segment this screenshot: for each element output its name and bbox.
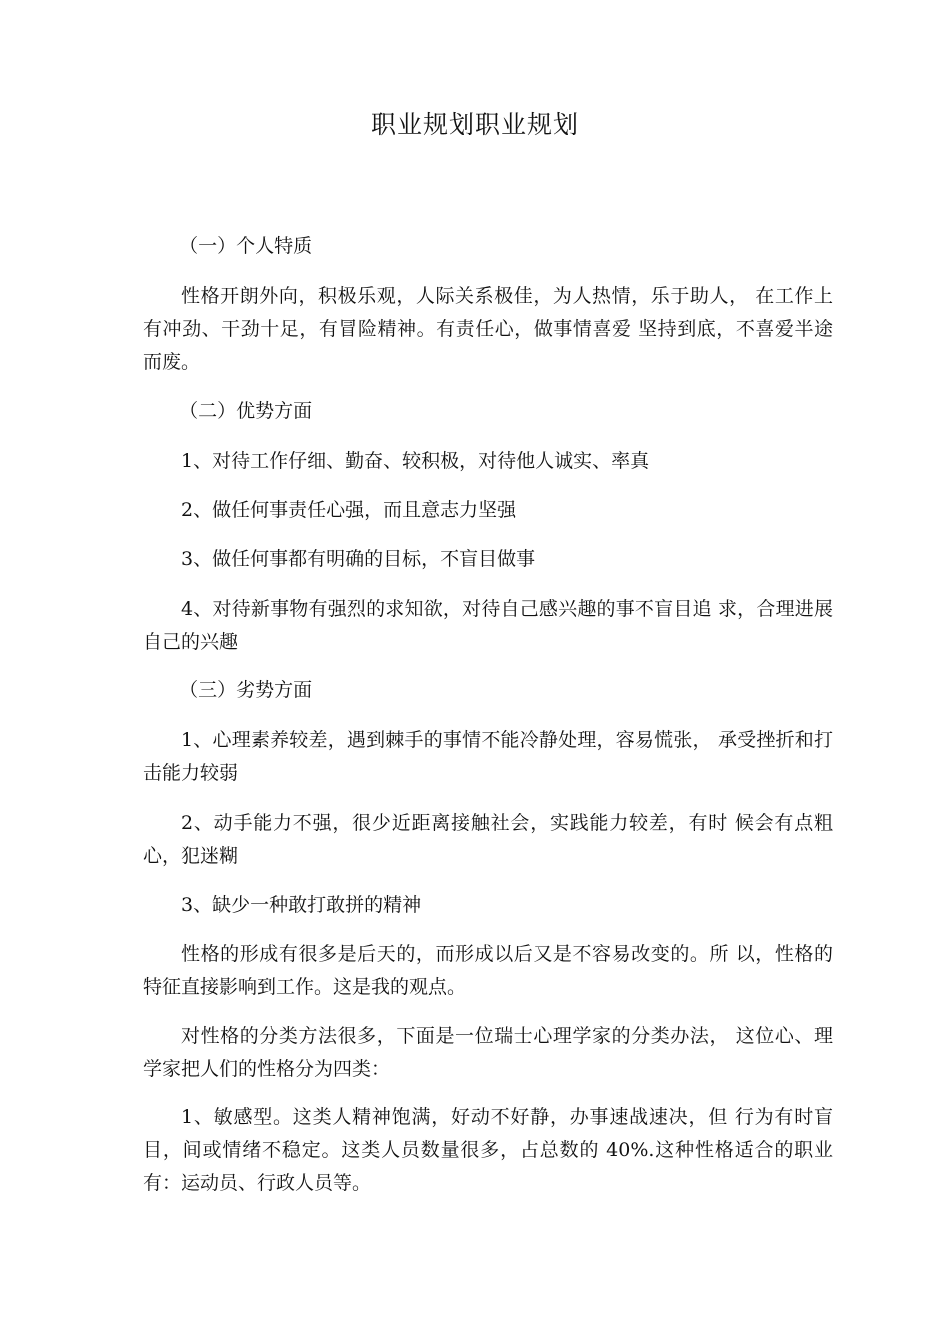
paragraph-sensitive-type: 1、敏感型。这类人精神饱满，好动不好静，办事速战速决，但 行为有时盲目，间或情绪不稳定。这类人员数量很多，占总数的 40%.这种性格适合的职业有：运动员、行政人员等。 <box>143 1106 833 1194</box>
list-item-weakness-2: 2、动手能力不强，很少近距离接触社会，实践能力较差，有时 候会有点粗心，犯迷糊 <box>143 812 833 867</box>
list-item-strength-1: 1、对待工作仔细、勤奋、较积极，对待他人诚实、率真 <box>181 450 650 472</box>
section-heading-strengths: （二）优势方面 <box>179 400 313 422</box>
paragraph-personality-formation: 性格的形成有很多是后天的，而形成以后又是不容易改变的。所 以，性格的特征直接影响到工作。这是我的观点。 <box>143 943 833 998</box>
list-item-strength-3: 3、做任何事都有明确的目标，不盲目做事 <box>181 548 536 570</box>
paragraph-personal-traits: 性格开朗外向，积极乐观，人际关系极佳，为人热情，乐于助人， 在工作上有冲劲、干劲十足，有冒险精神。有责任心，做事情喜爱 坚持到底，不喜爱半途而废。 <box>143 285 833 373</box>
list-item-weakness-1: 1、心理素养较差，遇到棘手的事情不能冷静处理，容易慌张， 承受挫折和打击能力较弱 <box>143 729 833 784</box>
list-item-strength-2: 2、做任何事责任心强，而且意志力坚强 <box>181 499 517 521</box>
paragraph-personality-classification: 对性格的分类方法很多，下面是一位瑞士心理学家的分类办法， 这位心、理学家把人们的性格分为四类： <box>143 1025 833 1080</box>
section-heading-personal-traits: （一）个人特质 <box>179 235 313 257</box>
list-item-strength-4: 4、对待新事物有强烈的求知欲，对待自己感兴趣的事不盲目追 求，合理进展自己的兴趣 <box>143 598 833 653</box>
page-title: 职业规划职业规划 <box>370 110 579 139</box>
section-heading-weaknesses: （三）劣势方面 <box>179 679 313 701</box>
list-item-weakness-3: 3、缺少一种敢打敢拼的精神 <box>181 894 422 916</box>
